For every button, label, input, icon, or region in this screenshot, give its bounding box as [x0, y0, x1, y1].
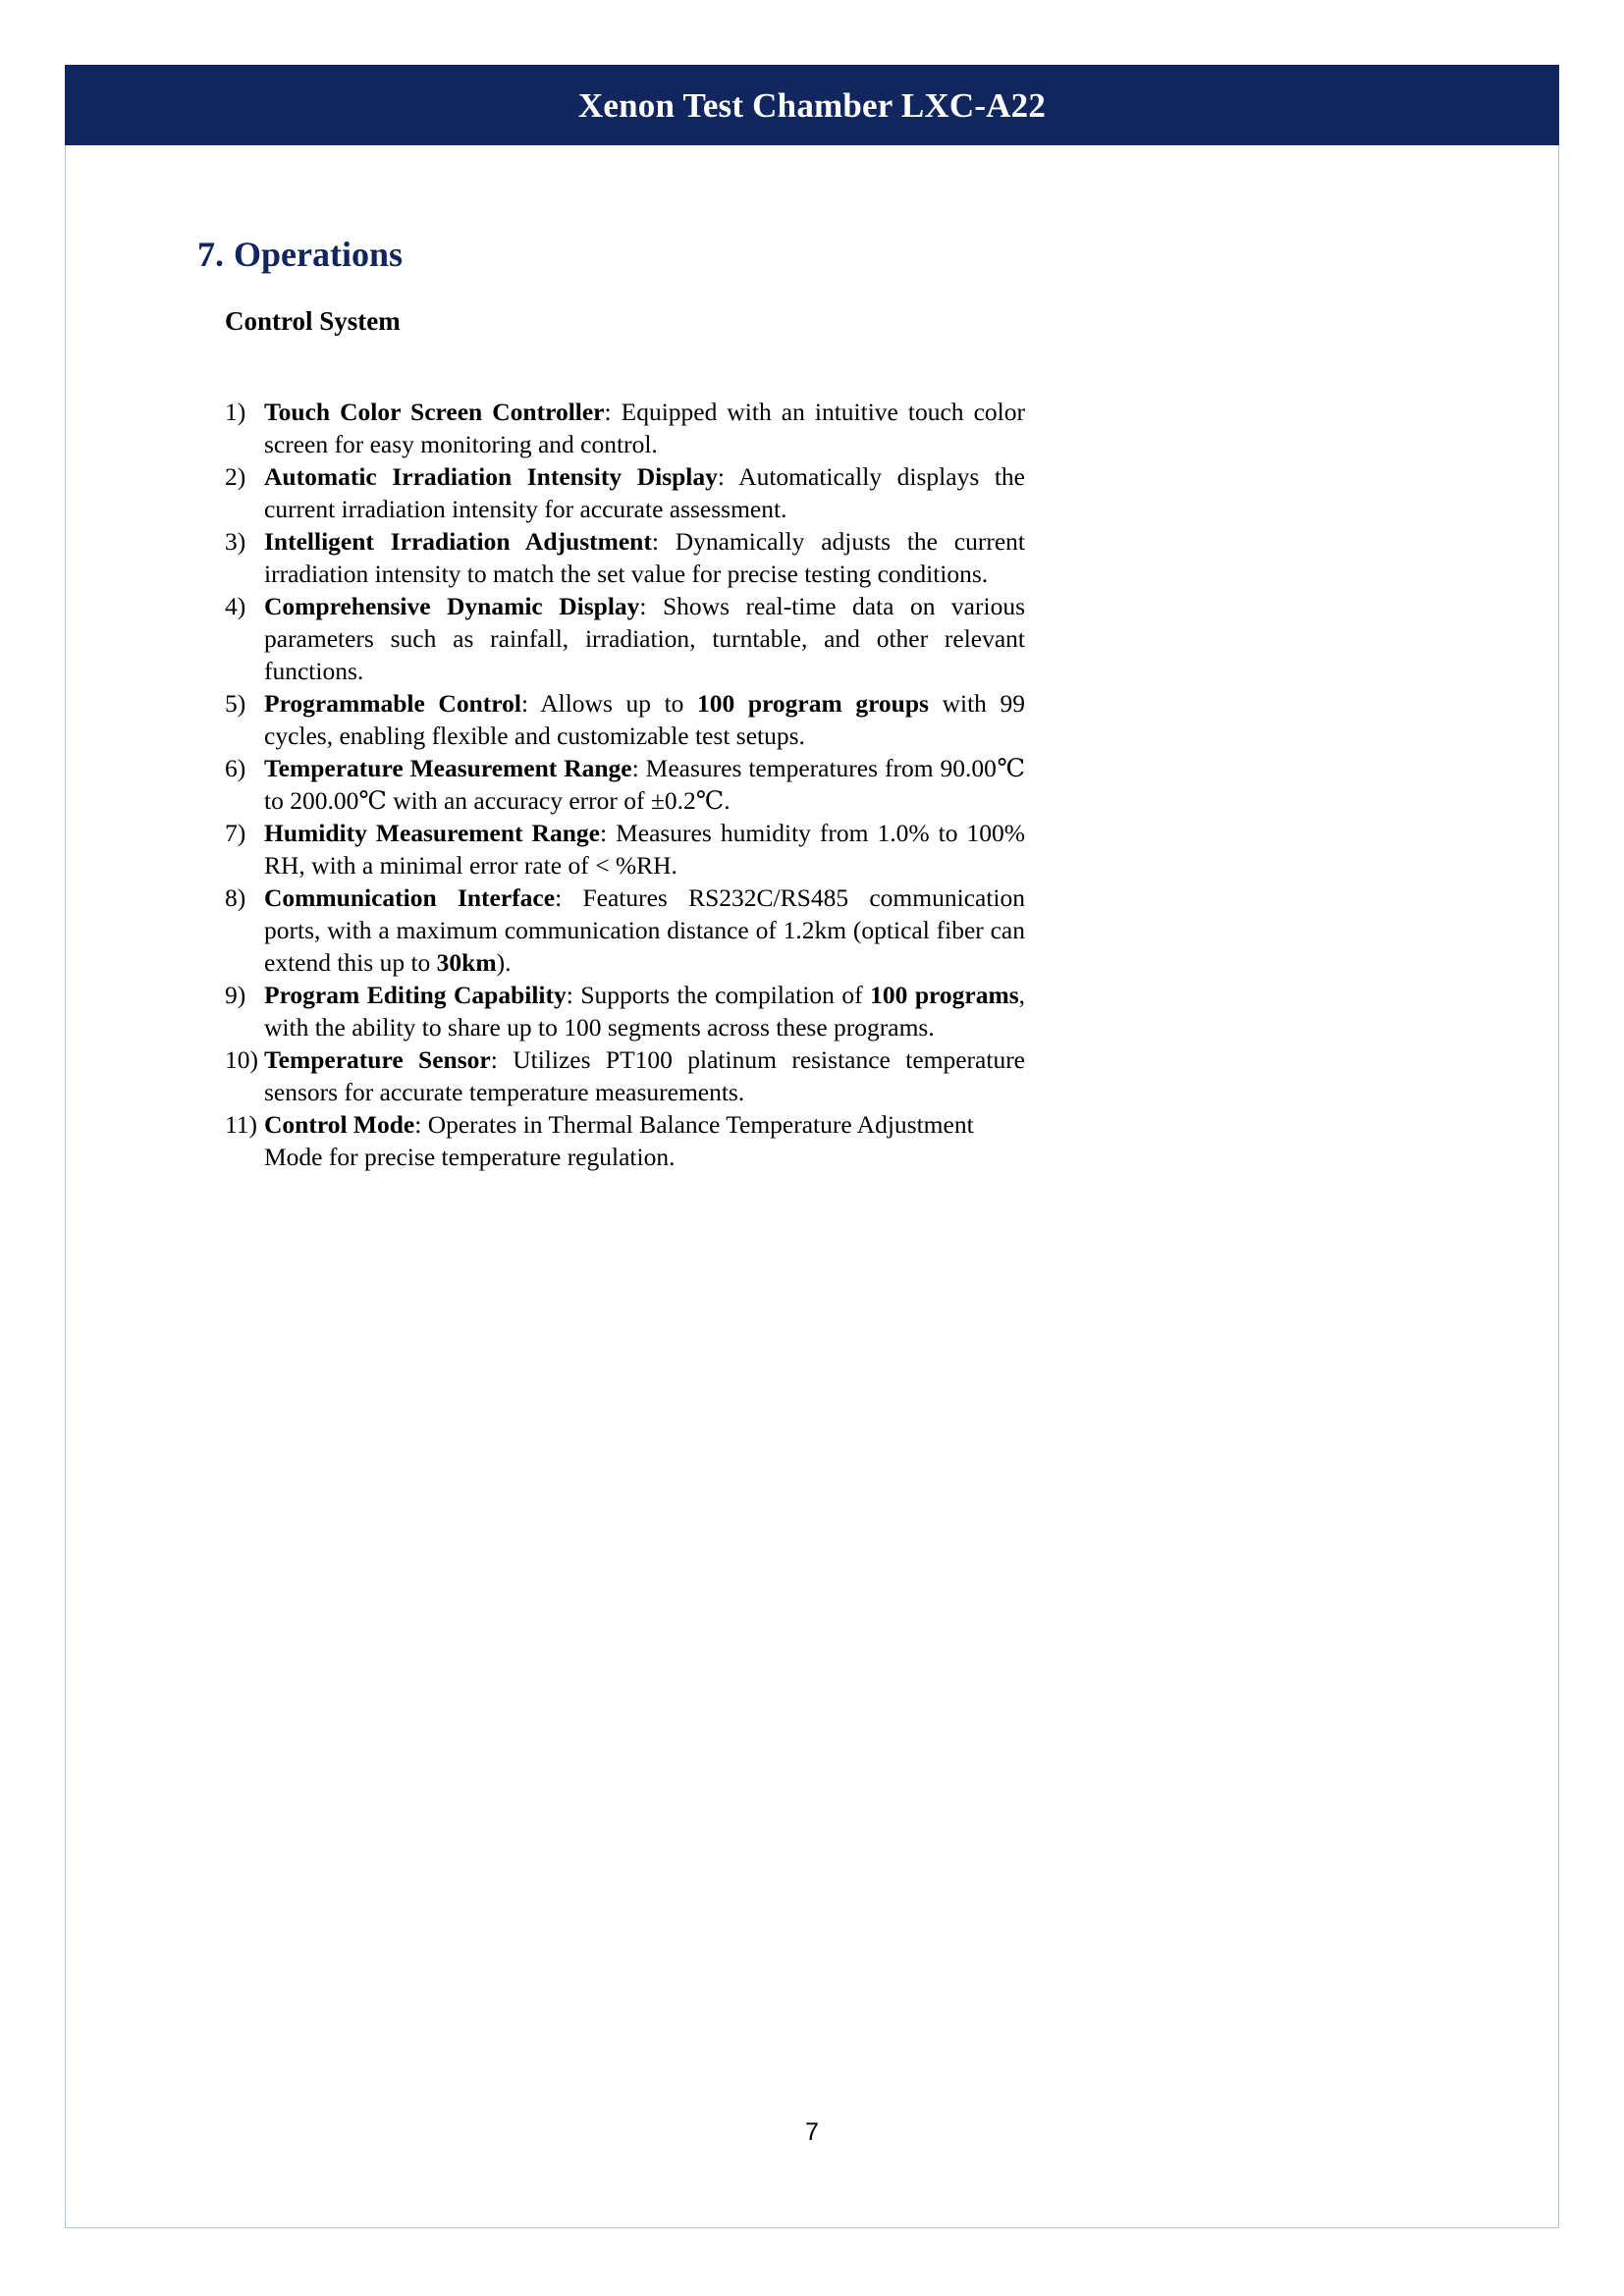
list-item-marker: 6) — [225, 753, 246, 782]
list-item-term: Comprehensive Dynamic Display — [264, 592, 640, 621]
list-item-text: : Dynamically adjusts the current irradiation intensity to match the set value for precise testing conditions. — [264, 527, 1025, 588]
list-item-marker: 10) — [225, 1044, 258, 1074]
list-item — [225, 980, 1025, 1044]
list-item-text: : Measures temperatures from 90.00℃ to 200.00℃ with an accuracy error of ±0.2℃. — [264, 753, 1025, 815]
list-item — [225, 818, 1025, 882]
list-item — [225, 461, 1025, 526]
section-number: 7. — [197, 235, 224, 274]
page-number: 7 — [805, 2118, 819, 2146]
list-item-text: : Allows up to — [520, 688, 698, 718]
list-item-term: Automatic Irradiation Intensity Display — [264, 462, 718, 492]
list-item-term: Control Mode — [264, 1109, 415, 1139]
list-item-marker: 9) — [225, 980, 246, 1009]
list-item-term: Touch Color Screen Controller — [264, 398, 605, 426]
list-item-term: Program Editing Capability — [264, 980, 567, 1009]
list-item — [225, 882, 1025, 979]
section-heading — [197, 234, 1081, 275]
list-item-term: Communication Interface — [264, 882, 556, 912]
list-item — [225, 526, 1025, 591]
list-item-text: : Supports the compilation of — [566, 980, 871, 1009]
list-item-text: : Utilizes PT100 platinum resistance temperature sensors for accurate temperature measurements. — [264, 1044, 1026, 1106]
list-item-text: , with the ability to share up to 100 segments across these programs. — [264, 980, 1025, 1041]
list-item-term: Temperature Sensor — [264, 1044, 491, 1074]
list-item-text: : Shows real-time data on various parameters such as rainfall, irradiation, turntable, and other relevant functions. — [264, 592, 1025, 685]
list-item-emphasis: 100 programs — [870, 980, 1019, 1009]
list-item-emphasis: 100 program groups — [697, 688, 929, 718]
list-item-emphasis: 30km — [436, 947, 497, 977]
list-item-text: : Automatically displays the current irradiation intensity for accurate assessment. — [264, 462, 1025, 523]
list-item — [225, 591, 1025, 687]
document-header-banner — [65, 65, 1559, 145]
list-item-term: Intelligent Irradiation Adjustment — [264, 527, 652, 557]
list-item-term: Programmable Control — [264, 688, 521, 718]
list-item-text: : Operates in Thermal Balance Temperature Adjustment Mode for precise temperature regulation. — [264, 1109, 974, 1171]
list-item-marker: 5) — [225, 688, 246, 718]
list-item-text: : Features RS232C/RS485 communication ports, with a maximum communication distance of 1.2km (optical fiber can extend this up to — [264, 882, 1025, 977]
list-item-text: ). — [496, 947, 512, 977]
list-item-text: : Equipped with an intuitive touch color screen for easy monitoring and control. — [264, 398, 1025, 458]
feature-list — [225, 397, 1025, 1174]
list-item-term: Temperature Measurement Range — [264, 753, 632, 782]
list-item — [225, 688, 1025, 753]
list-item-text: with 99 cycles, enabling flexible and customizable test setups. — [264, 688, 1025, 750]
list-item-text: : Measures humidity from 1.0% to 100% RH, with a minimal error rate of < %RH. — [264, 818, 1025, 880]
section-title: Operations — [234, 235, 404, 274]
list-item-term: Humidity Measurement Range — [264, 818, 600, 847]
list-item-marker: 2) — [225, 462, 246, 492]
list-item — [225, 1109, 1025, 1174]
subsection-heading: Control System — [225, 306, 401, 336]
page-content — [65, 145, 1559, 2228]
list-item — [225, 397, 1025, 461]
document-title: Xenon Test Chamber LXC-A22 — [577, 85, 1047, 125]
list-item-marker: 3) — [225, 527, 246, 557]
list-item — [225, 1044, 1025, 1109]
list-item-marker: 8) — [225, 882, 246, 912]
list-item — [225, 753, 1025, 818]
list-item-marker: 4) — [225, 592, 246, 621]
list-item-marker: 11) — [225, 1109, 258, 1139]
list-item-marker: 7) — [225, 818, 246, 847]
list-item-marker: 1) — [225, 398, 246, 426]
